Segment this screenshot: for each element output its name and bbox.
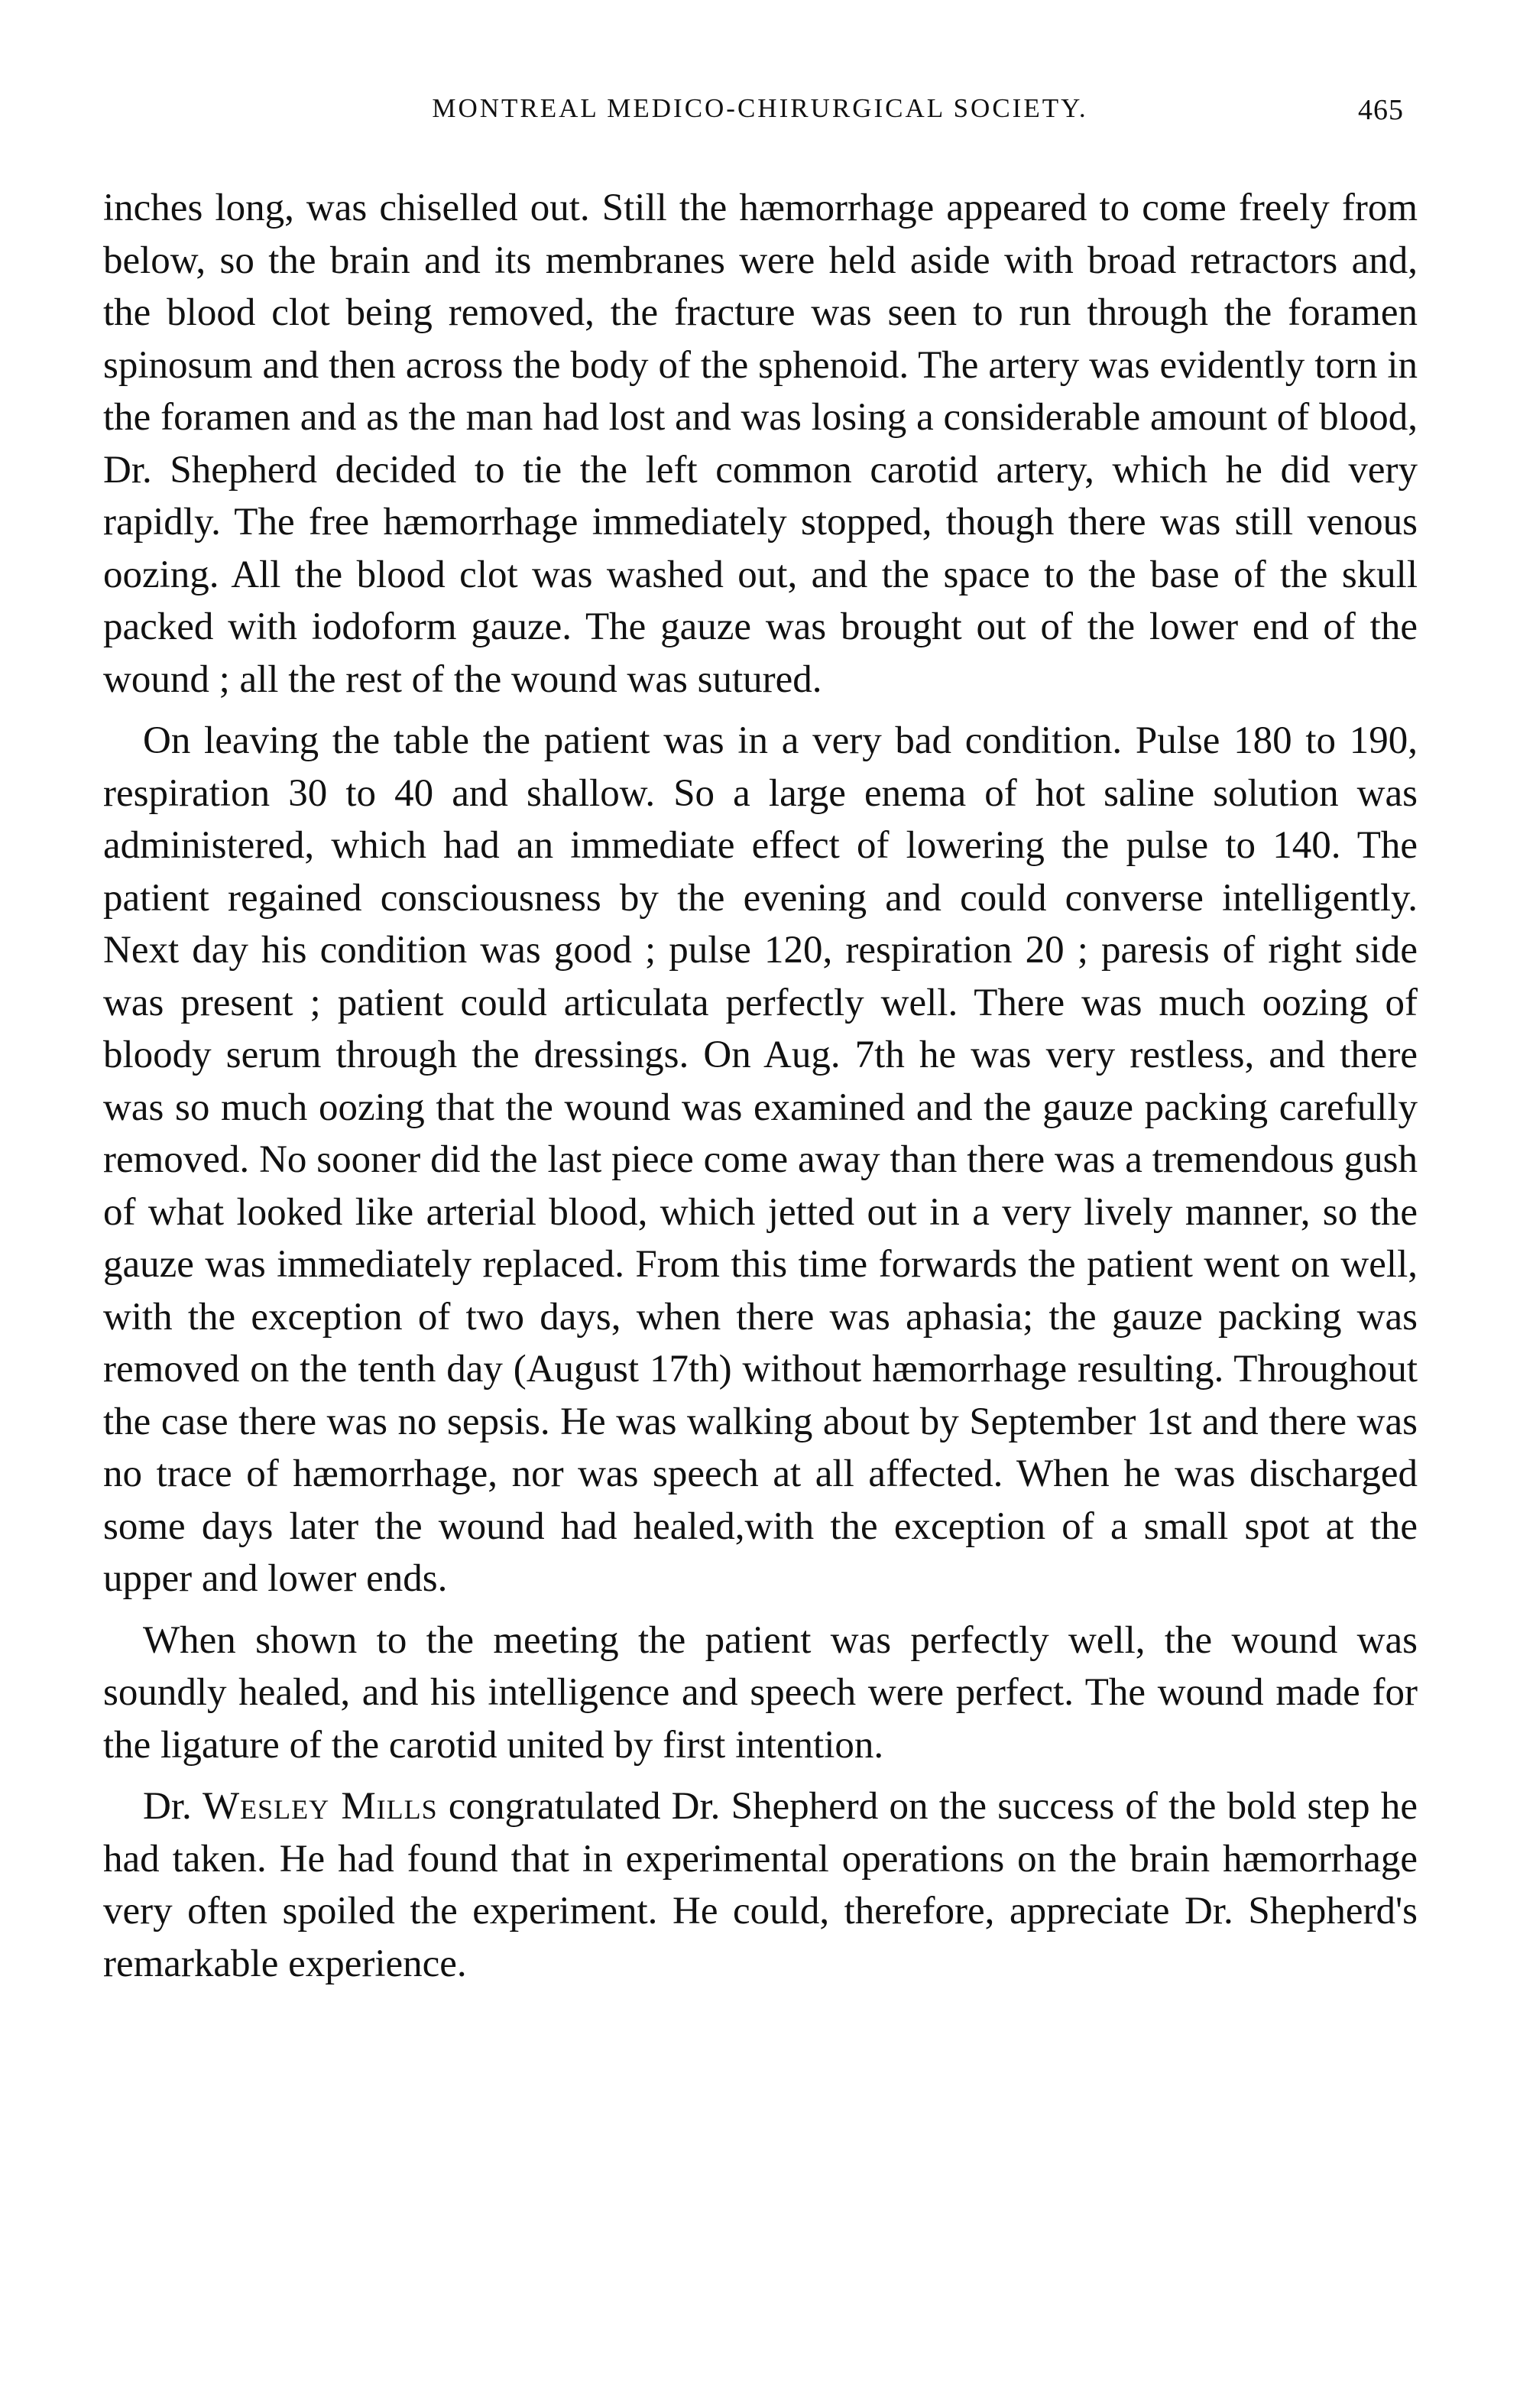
paragraph-shown-to-meeting: When shown to the meeting the patient was perfectly well, the wound was soundly healed, and his intelligence and speech were perfect. The wound made for the ligature of the carotid united by first intention. [103, 1618, 1418, 1767]
page-number: 465 [1358, 94, 1404, 126]
body-text [103, 182, 1418, 1999]
speaker-name: Wesley Mills [202, 1785, 438, 1828]
paragraph-postoperative-course: On leaving the table the patient was in a very bad condition. Pulse 180 to 190, respiration 30 to 40 and shallow. So a large enema of hot saline solution was administered, which had an immediate effect of lowering the pulse to 140. The patient regained consciousness by the evening and could converse intelligently. Next day his condition was good ; pulse 120, respiration 20 ; paresis of right side was present ; patient could articulata perfectly well. There was much oozing of bloody serum through the dressings. On Aug. 7th he was very restless, and there was so much oozing that the wound was examined and the gauze packing carefully removed. No sooner did the last piece come away than there was a tremendous gush of what looked like arterial blood, which jetted out in a very lively manner, so the gauze was immediately replaced. From this time forwards the patient went on well, with the exception of two days, when there was aphasia; the gauze packing was removed on the tenth day (August 17th) without hæmorrhage resulting. Throughout the case there was no sepsis. He was walking about by September 1st and there was no trace of hæmorrhage, nor was speech at all affected. When he was discharged some days later the wound had healed,with the exception of a small spot at the upper and lower ends. [103, 719, 1418, 1600]
speaker-title: Dr. [143, 1785, 192, 1828]
discussion-text: congratulated Dr. Shepherd on the success of the bold step he had taken. He had found that in experimental operations on the brain hæmorrhage very often spoiled the experiment. He could, therefore, appreciate Dr. Shepherd's remarkable experience. [103, 1785, 1418, 1985]
paragraph-continued: inches long, was chiselled out. Still the hæmorrhage appeared to come freely from below, so the brain and its membranes were held aside with broad retractors and, the blood clot being removed, the fracture was seen to run through the foramen spinosum and then across the body of the sphenoid. The artery was evidently torn in the foramen and as the man had lost and was losing a considerable amount of blood, Dr. Shepherd decided to tie the left common carotid artery, which he did very rapidly. The free hæmorrhage immediately stopped, though there was still venous oozing. All the blood clot was washed out, and the space to the base of the skull packed with iodoform gauze. The gauze was brought out of the lower end of the wound ; all the rest of the wound was sutured. [103, 187, 1418, 701]
running-head [107, 93, 1413, 139]
running-title: MONTREAL MEDICO-CHIRURGICAL SOCIETY. [432, 93, 1088, 123]
paragraph-discussion [103, 1780, 1418, 1990]
